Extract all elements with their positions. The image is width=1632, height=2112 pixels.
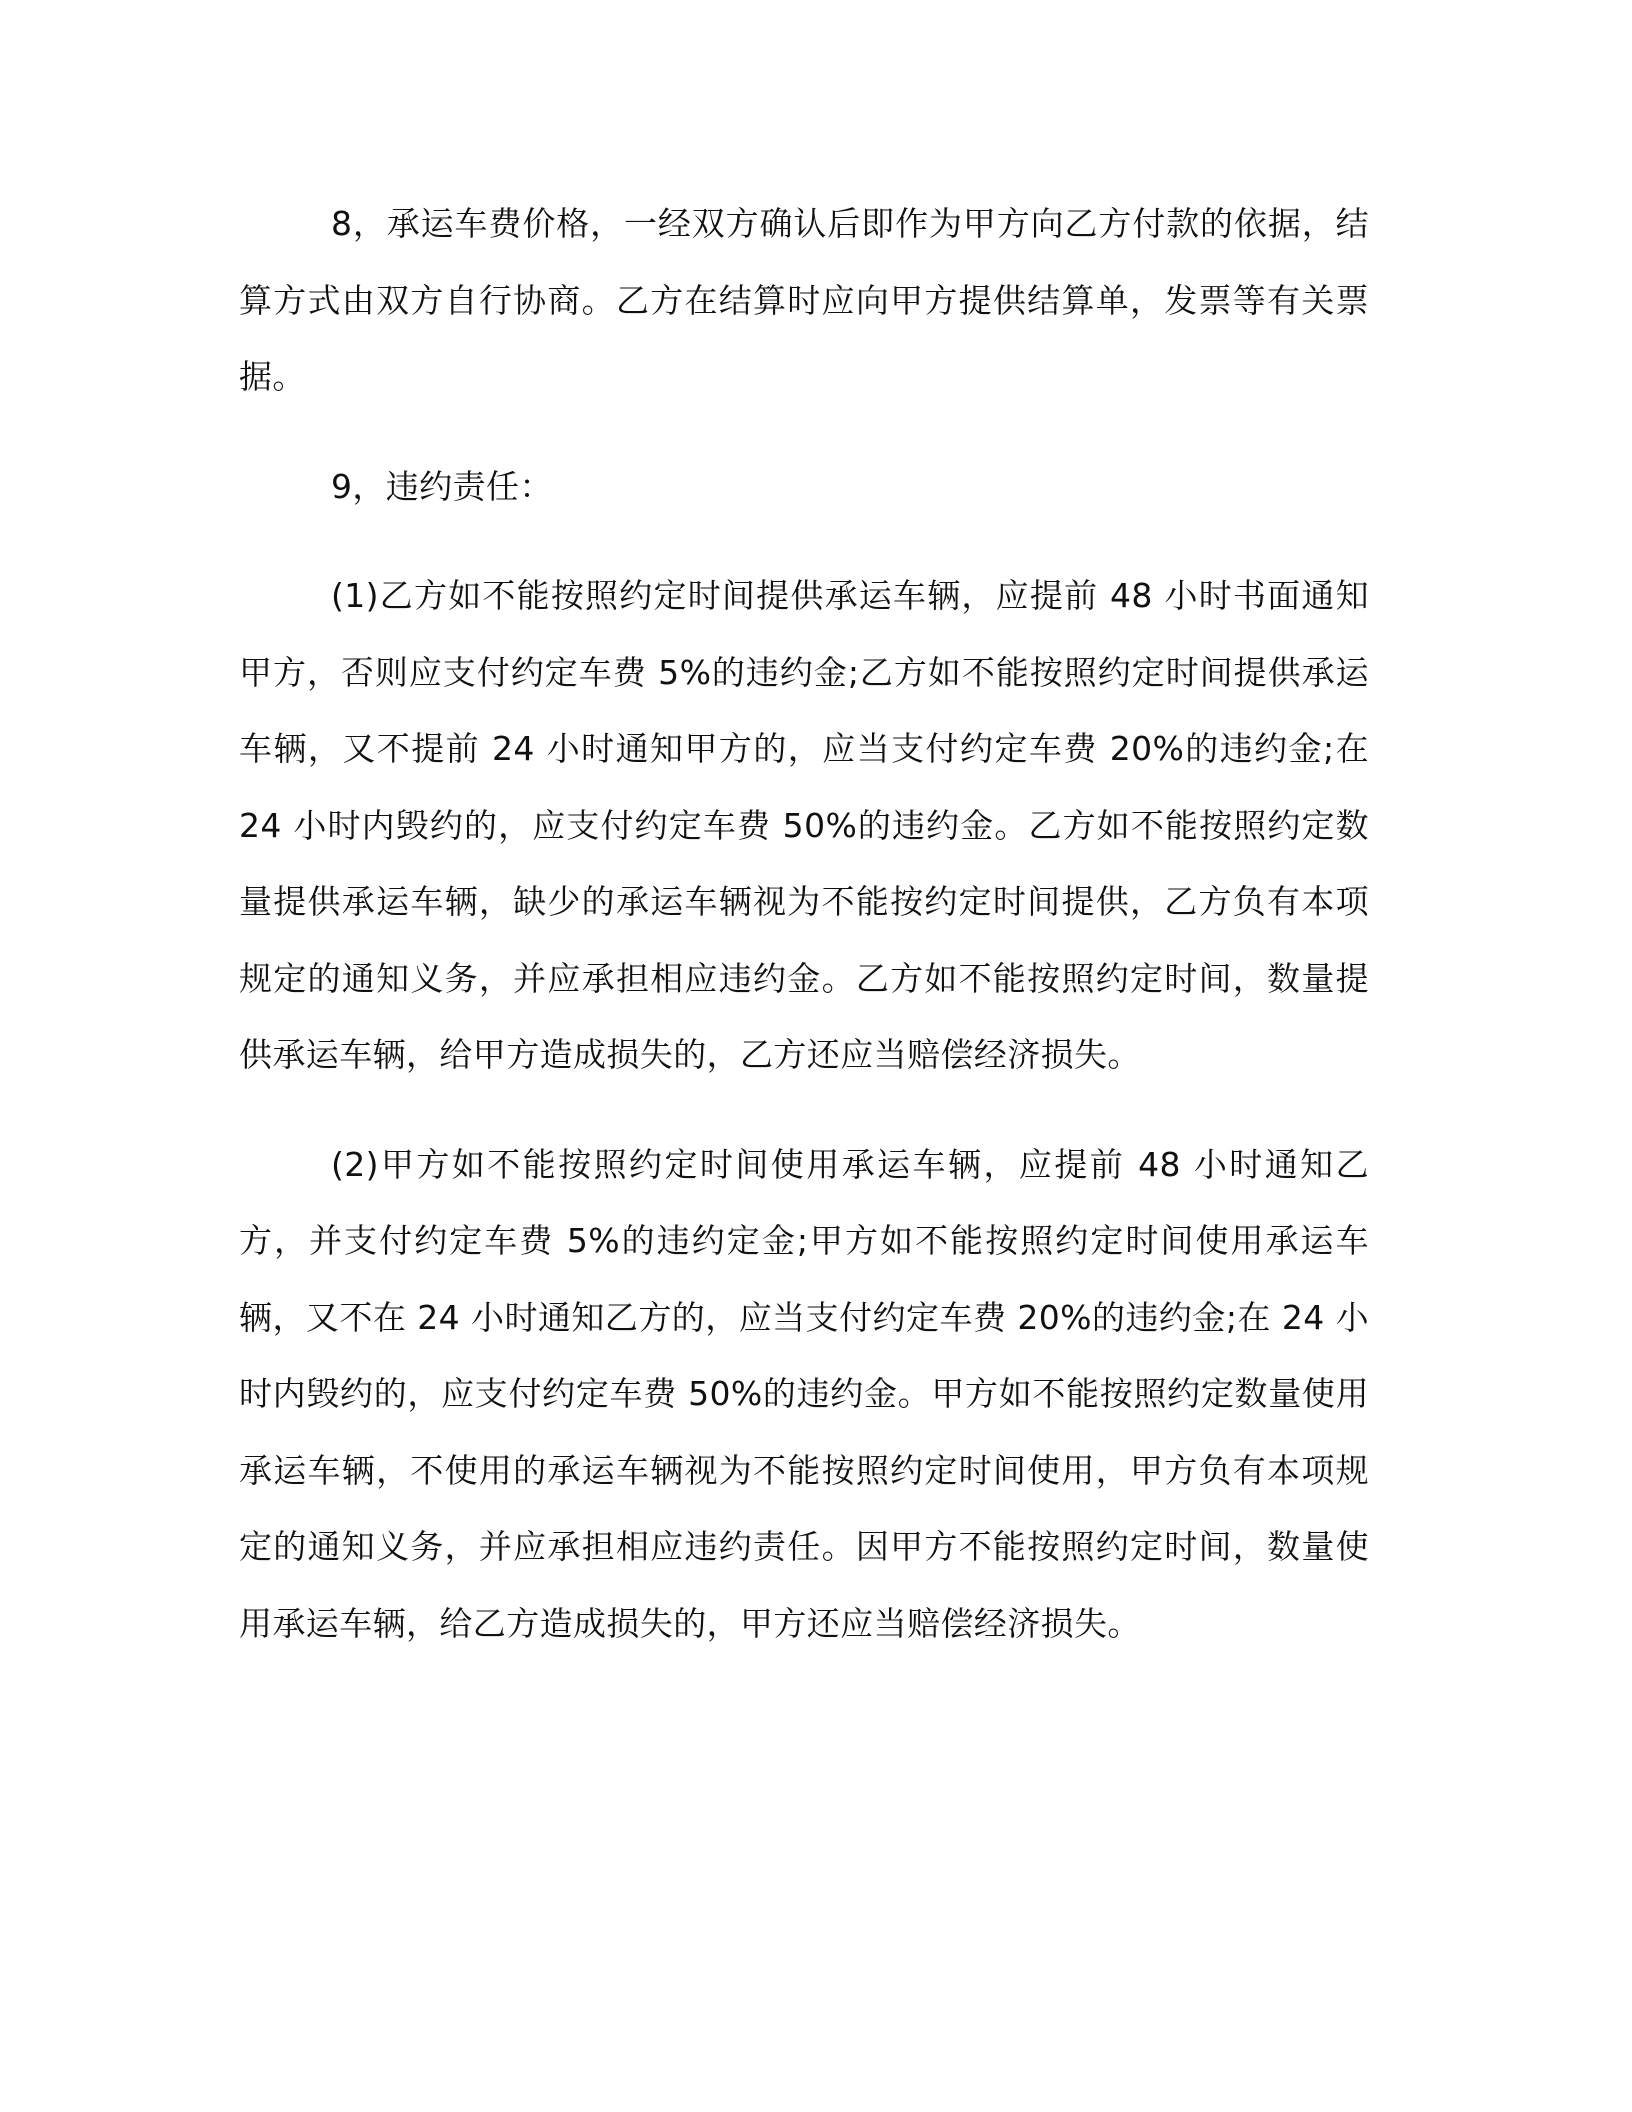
paragraph-settlement: 8，承运车费价格，一经双方确认后即作为甲方向乙方付款的依据，结算方式由双方自行协商。乙方在结算时应向甲方提供结算单，发票等有关票据。 [239,204,1369,396]
paragraph-party-b-breach: (1)乙方如不能按照约定时间提供承运车辆，应提前 48 小时书面通知甲方，否则应支付约定车费 5%的违约金;乙方如不能按照约定时间提供承运车辆，又不提前 24 小时通知甲方的，应当支付约定车费 20%的违约金;在 24 小时内毁约的，应支付约定车费 50%的违约金。乙方如不能按照约定数量提供承运车辆，缺少的承运车辆视为不能按约定时间提供，乙方负有本项规定的通知义务，并应承担相应违约金。乙方如不能按照约定时间，数量提供承运车辆，给甲方造成损失的，乙方还应当赔偿经济损失。 [239,576,1369,1074]
document-body [239,186,1369,1695]
paragraph-breach-heading: 9，违约责任： [331,466,553,506]
paragraph-party-a-breach: (2)甲方如不能按照约定时间使用承运车辆，应提前 48 小时通知乙方，并支付约定车费 5%的违约定金;甲方如不能按照约定时间使用承运车辆，又不在 24 小时通知乙方的，应当支付约定车费 20%的违约金;在 24 小时内毁约的，应支付约定车费 50%的违约金。甲方如不能按照约定数量使用承运车辆，不使用的承运车辆视为不能按照约定时间使用，甲方负有本项规定的通知义务，并应承担相应违约责任。因甲方不能按照约定时间，数量使用承运车辆，给乙方造成损失的，甲方还应当赔偿经济损失。 [239,1144,1369,1643]
